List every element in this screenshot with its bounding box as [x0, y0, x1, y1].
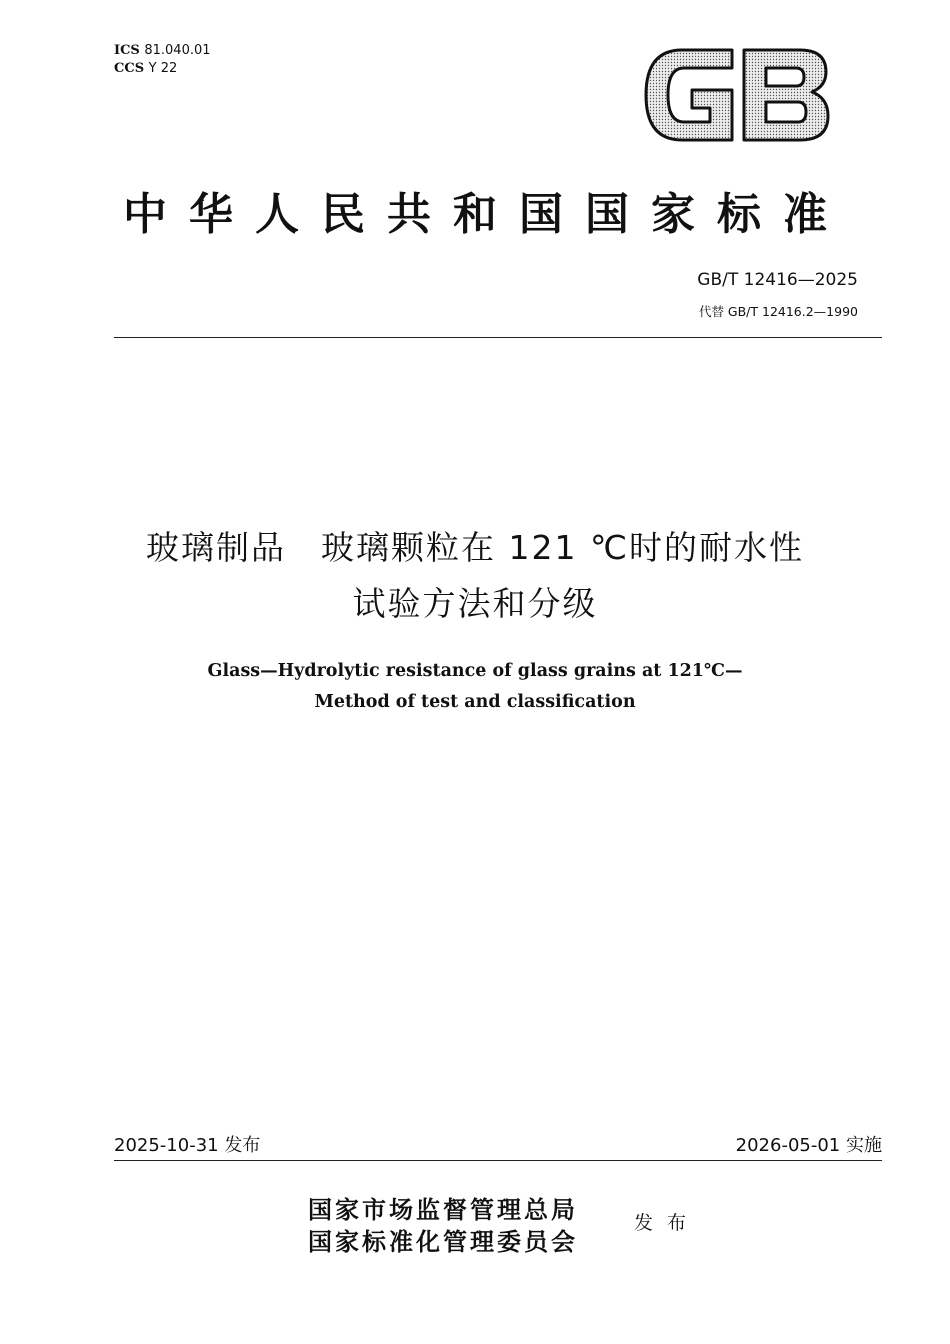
ics-label: ICS — [114, 43, 140, 58]
ics-line — [114, 42, 211, 60]
standard-number: GB/T 12416—2025 — [697, 270, 858, 290]
ics-code: 81.040.01 — [144, 43, 211, 58]
header-divider — [114, 337, 882, 338]
title-en-line2: Method of test and classification — [314, 692, 636, 712]
issue-action: 发布 — [634, 1212, 701, 1234]
ccs-label: CCS — [114, 61, 145, 76]
title-en-line1: Glass—Hydrolytic resistance of glass grains at 121℃— — [207, 661, 743, 681]
issuer-sac: 国家标准化管理委员会 — [308, 1227, 578, 1256]
publish-date: 2025-10-31 发布 — [114, 1135, 261, 1156]
title-zh-line1: 玻璃制品 玻璃颗粒在 121 ℃时的耐水性 — [145, 528, 805, 567]
classification-codes — [114, 42, 211, 78]
title-zh-line2: 试验方法和分级 — [352, 584, 598, 623]
ccs-line — [114, 60, 211, 78]
gb-logo — [640, 46, 832, 144]
issuer-samr: 国家市场监督管理总局 — [308, 1195, 578, 1224]
ccs-code: Y 22 — [148, 61, 178, 76]
replaces-standard: 代替 GB/T 12416.2—1990 — [698, 304, 858, 319]
footer-divider — [114, 1160, 882, 1161]
national-standard-title: 中华人民共和国国家标准 — [123, 189, 849, 240]
implement-date: 2026-05-01 实施 — [735, 1135, 882, 1156]
